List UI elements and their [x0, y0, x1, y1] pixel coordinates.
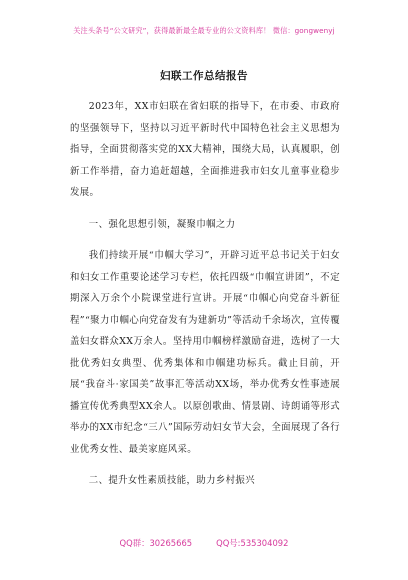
- document-title: 妇联工作总结报告: [160, 70, 248, 82]
- qq-number-text: QQ号:535304092: [216, 538, 289, 548]
- section-1-paragraph: 我们持续开展“巾帼大学习”，开辟习近平总书记关于妇女和妇女工作重要论述学习专栏，依托四级“巾帼宣讲团”，不定期深入万余个小院课堂进行宣讲。开展“巾帼心向党奋斗新征程”“聚力巾帼心向党奋发有为建新功”等活动千余场次，宣传覆盖妇女群众XX万余人。坚持用巾帼榜样激励奋进，选树了一大批优秀妇女典型、优秀集体和巾帼建功标兵。截止目前，开展“我奋斗·家国美”故事汇等活动XX场，举办优秀女性事迹展播宣传优秀典型XX余人。以原创歌曲、情景剧、诗朗诵等形式举办的XX市纪念“三八”国际劳动妇女节大会，全面展现了各行业优秀女性、最美家庭风采。: [70, 250, 340, 455]
- section-2-heading: 二、提升女性素质技能，助力乡村振兴: [88, 475, 255, 486]
- qq-group-text: QQ群：30265665: [119, 538, 193, 548]
- intro-paragraph: 2023年，XX市妇联在省妇联的指导下，在市委、市政府的坚强领导下，坚持以习近平新时代中国特色社会主义思想为指导，全面贯彻落实党的XX大精神，围绕大局，认真履职，创新工作举措，奋力追赶超越，全面推进我市妇女儿童事业稳步发展。: [70, 101, 340, 198]
- contact-footer: [0, 537, 408, 549]
- section-1-heading: 一、强化思想引领，凝聚巾帼之力: [88, 218, 236, 230]
- document-body: [70, 96, 340, 502]
- promo-banner[interactable]: 关注头条号“公文研究”，获得最新最全最专业的公文资料库！ 微信：gongwenyj: [73, 26, 335, 35]
